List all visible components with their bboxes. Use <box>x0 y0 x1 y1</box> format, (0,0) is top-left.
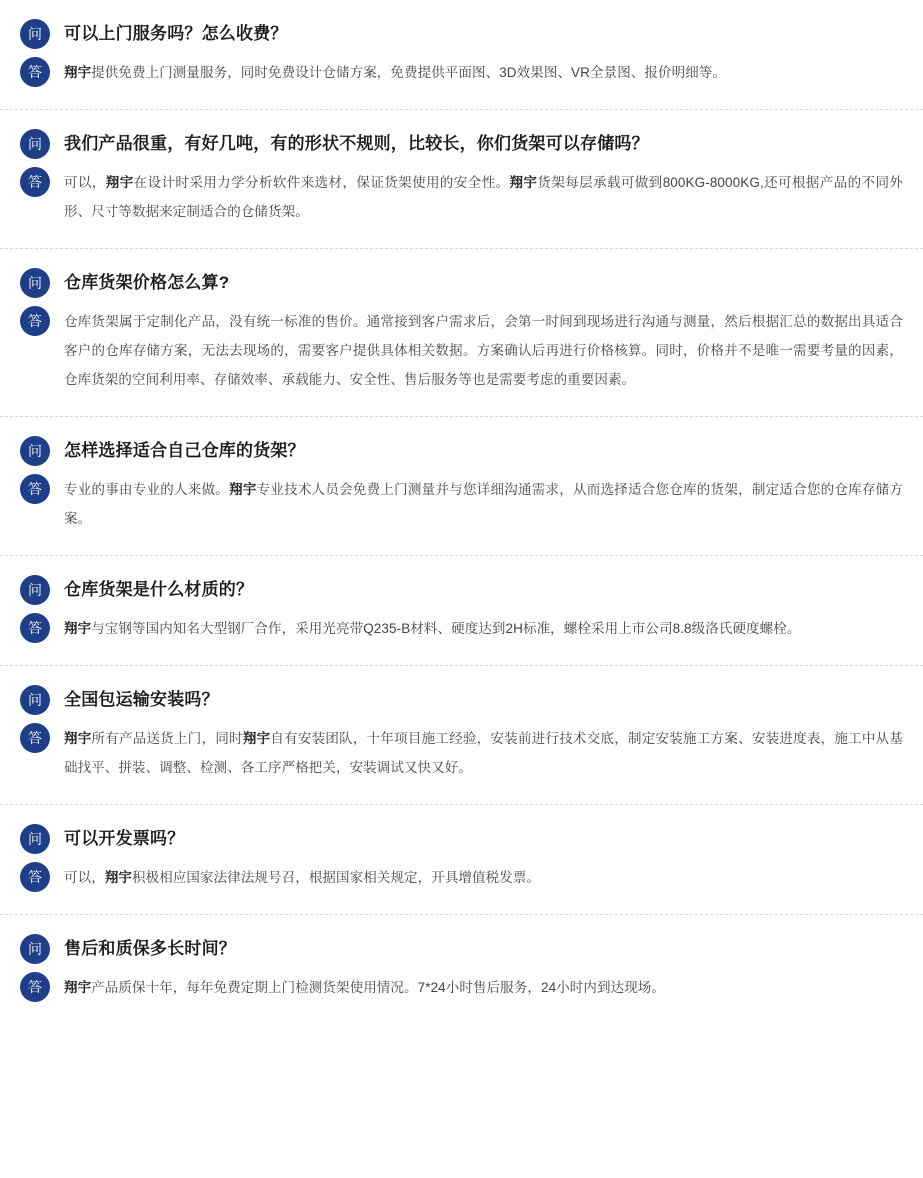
faq-answer-text <box>64 56 903 87</box>
brand-name: 翔宇 <box>242 731 271 746</box>
brand-name: 翔宇 <box>64 731 92 746</box>
faq-answer-row <box>20 56 903 87</box>
answer-segment: 在设计时采用力学分析软件来选材，保证货架使用的安全性。 <box>133 175 510 190</box>
faq-question-text: 我们产品很重，有好几吨，有的形状不规则，比较长，你们货架可以存储吗？ <box>64 134 649 153</box>
answer-badge-icon: 答 <box>20 972 50 1002</box>
faq-question-row <box>20 128 903 160</box>
faq-item[interactable] <box>0 666 923 805</box>
question-badge-icon: 问 <box>20 934 50 964</box>
answer-badge-icon: 答 <box>20 57 50 87</box>
faq-question-text: 怎样选择适合自己仓库的货架？ <box>64 441 305 460</box>
brand-name: 翔宇 <box>64 980 92 995</box>
faq-question-row <box>20 823 903 855</box>
faq-item[interactable] <box>0 805 923 915</box>
faq-question-row <box>20 435 903 467</box>
faq-question-text: 售后和质保多长时间？ <box>64 939 236 958</box>
faq-item[interactable] <box>0 0 923 110</box>
faq-answer-row <box>20 305 903 394</box>
answer-segment: 与宝钢等国内知名大型钢厂合作，采用光亮带Q235-B材料、硬度达到2H标准，螺栓采用上市公司8.8级洛氏硬度螺栓。 <box>91 621 801 636</box>
faq-question-text: 可以开发票吗？ <box>64 829 185 848</box>
question-badge-icon: 问 <box>20 129 50 159</box>
answer-segment: 可以， <box>64 175 106 190</box>
brand-name: 翔宇 <box>509 175 538 190</box>
answer-badge-icon: 答 <box>20 306 50 336</box>
answer-segment: 所有产品送货上门，同时 <box>91 731 243 746</box>
answer-badge-icon: 答 <box>20 613 50 643</box>
brand-name: 翔宇 <box>229 482 257 497</box>
answer-segment: 专业的事由专业的人来做。 <box>64 482 230 497</box>
answer-badge-icon: 答 <box>20 167 50 197</box>
faq-answer-text <box>64 612 903 643</box>
brand-name: 翔宇 <box>104 870 133 885</box>
question-badge-icon: 问 <box>20 436 50 466</box>
question-badge-icon: 问 <box>20 575 50 605</box>
answer-badge-icon: 答 <box>20 723 50 753</box>
faq-answer-row <box>20 971 903 1002</box>
faq-question-row <box>20 18 903 50</box>
answer-segment: 提供免费上门测量服务，同时免费设计仓储方案，免费提供平面图、3D效果图、VR全景图、报价明细等。 <box>91 65 727 80</box>
faq-question-row <box>20 933 903 965</box>
faq-answer-text <box>64 473 903 533</box>
faq-answer-row <box>20 612 903 643</box>
faq-answer-text <box>64 305 903 394</box>
faq-question-text: 全国包运输安装吗？ <box>64 690 219 709</box>
faq-answer-row <box>20 861 903 892</box>
faq-question-text: 仓库货架是什么材质的？ <box>64 580 254 599</box>
faq-answer-text <box>64 166 903 226</box>
brand-name: 翔宇 <box>64 65 92 80</box>
answer-segment: 专业技术人员会免费上门测量并与您详细沟通需求，从而选择适合您仓库的货架，制定适合您的仓库存储方案。 <box>64 482 903 526</box>
answer-segment: 货架每层承载可做到800KG-8000KG,还可根据产品的不同外形、尺寸等数据来定制适合的仓储货架。 <box>64 175 904 219</box>
faq-answer-text <box>64 722 903 782</box>
faq-answer-text <box>64 971 903 1002</box>
faq-item[interactable] <box>0 417 923 556</box>
faq-question-row <box>20 684 903 716</box>
answer-segment: 产品质保十年，每年免费定期上门检测货架使用情况。7*24小时售后服务，24小时内到达现场。 <box>91 980 665 995</box>
answer-segment: 可以， <box>64 870 105 885</box>
question-badge-icon: 问 <box>20 268 50 298</box>
faq-question-row <box>20 574 903 606</box>
answer-segment: 自有安装团队，十年项目施工经验，安装前进行技术交底，制定安装施工方案、安装进度表，施工中从基础找平、拼装、调整、检测、各工序严格把关，安装调试又快又好。 <box>64 731 903 775</box>
question-badge-icon: 问 <box>20 685 50 715</box>
faq-item[interactable] <box>0 249 923 417</box>
faq-answer-row <box>20 473 903 533</box>
faq-answer-row <box>20 166 903 226</box>
faq-answer-row <box>20 722 903 782</box>
answer-badge-icon: 答 <box>20 862 50 892</box>
question-badge-icon: 问 <box>20 824 50 854</box>
brand-name: 翔宇 <box>105 175 134 190</box>
answer-segment: 仓库货架属于定制化产品，没有统一标准的售价。通常接到客户需求后，会第一时间到现场进行沟通与测量，然后根据汇总的数据出具适合客户的仓库存储方案，无法去现场的，需要客户提供具体相关数据。方案确认后再进行价格核算。同时，价格并不是唯一需要考量的因素，仓库货架的空间利用率、存储效率、承载能力、安全性、售后服务等也是需要考虑的重要因素。 <box>64 314 903 387</box>
question-badge-icon: 问 <box>20 19 50 49</box>
brand-name: 翔宇 <box>64 621 92 636</box>
faq-question-text: 可以上门服务吗？怎么收费？ <box>64 24 288 43</box>
faq-item[interactable] <box>0 556 923 666</box>
faq-question-row <box>20 267 903 299</box>
faq-question-text: 仓库货架价格怎么算? <box>64 273 230 292</box>
faq-item[interactable] <box>0 915 923 1024</box>
answer-badge-icon: 答 <box>20 474 50 504</box>
answer-segment: 积极相应国家法律法规号召，根据国家相关规定，开具增值税发票。 <box>132 870 541 885</box>
faq-answer-text <box>64 861 903 892</box>
faq-item[interactable] <box>0 110 923 249</box>
